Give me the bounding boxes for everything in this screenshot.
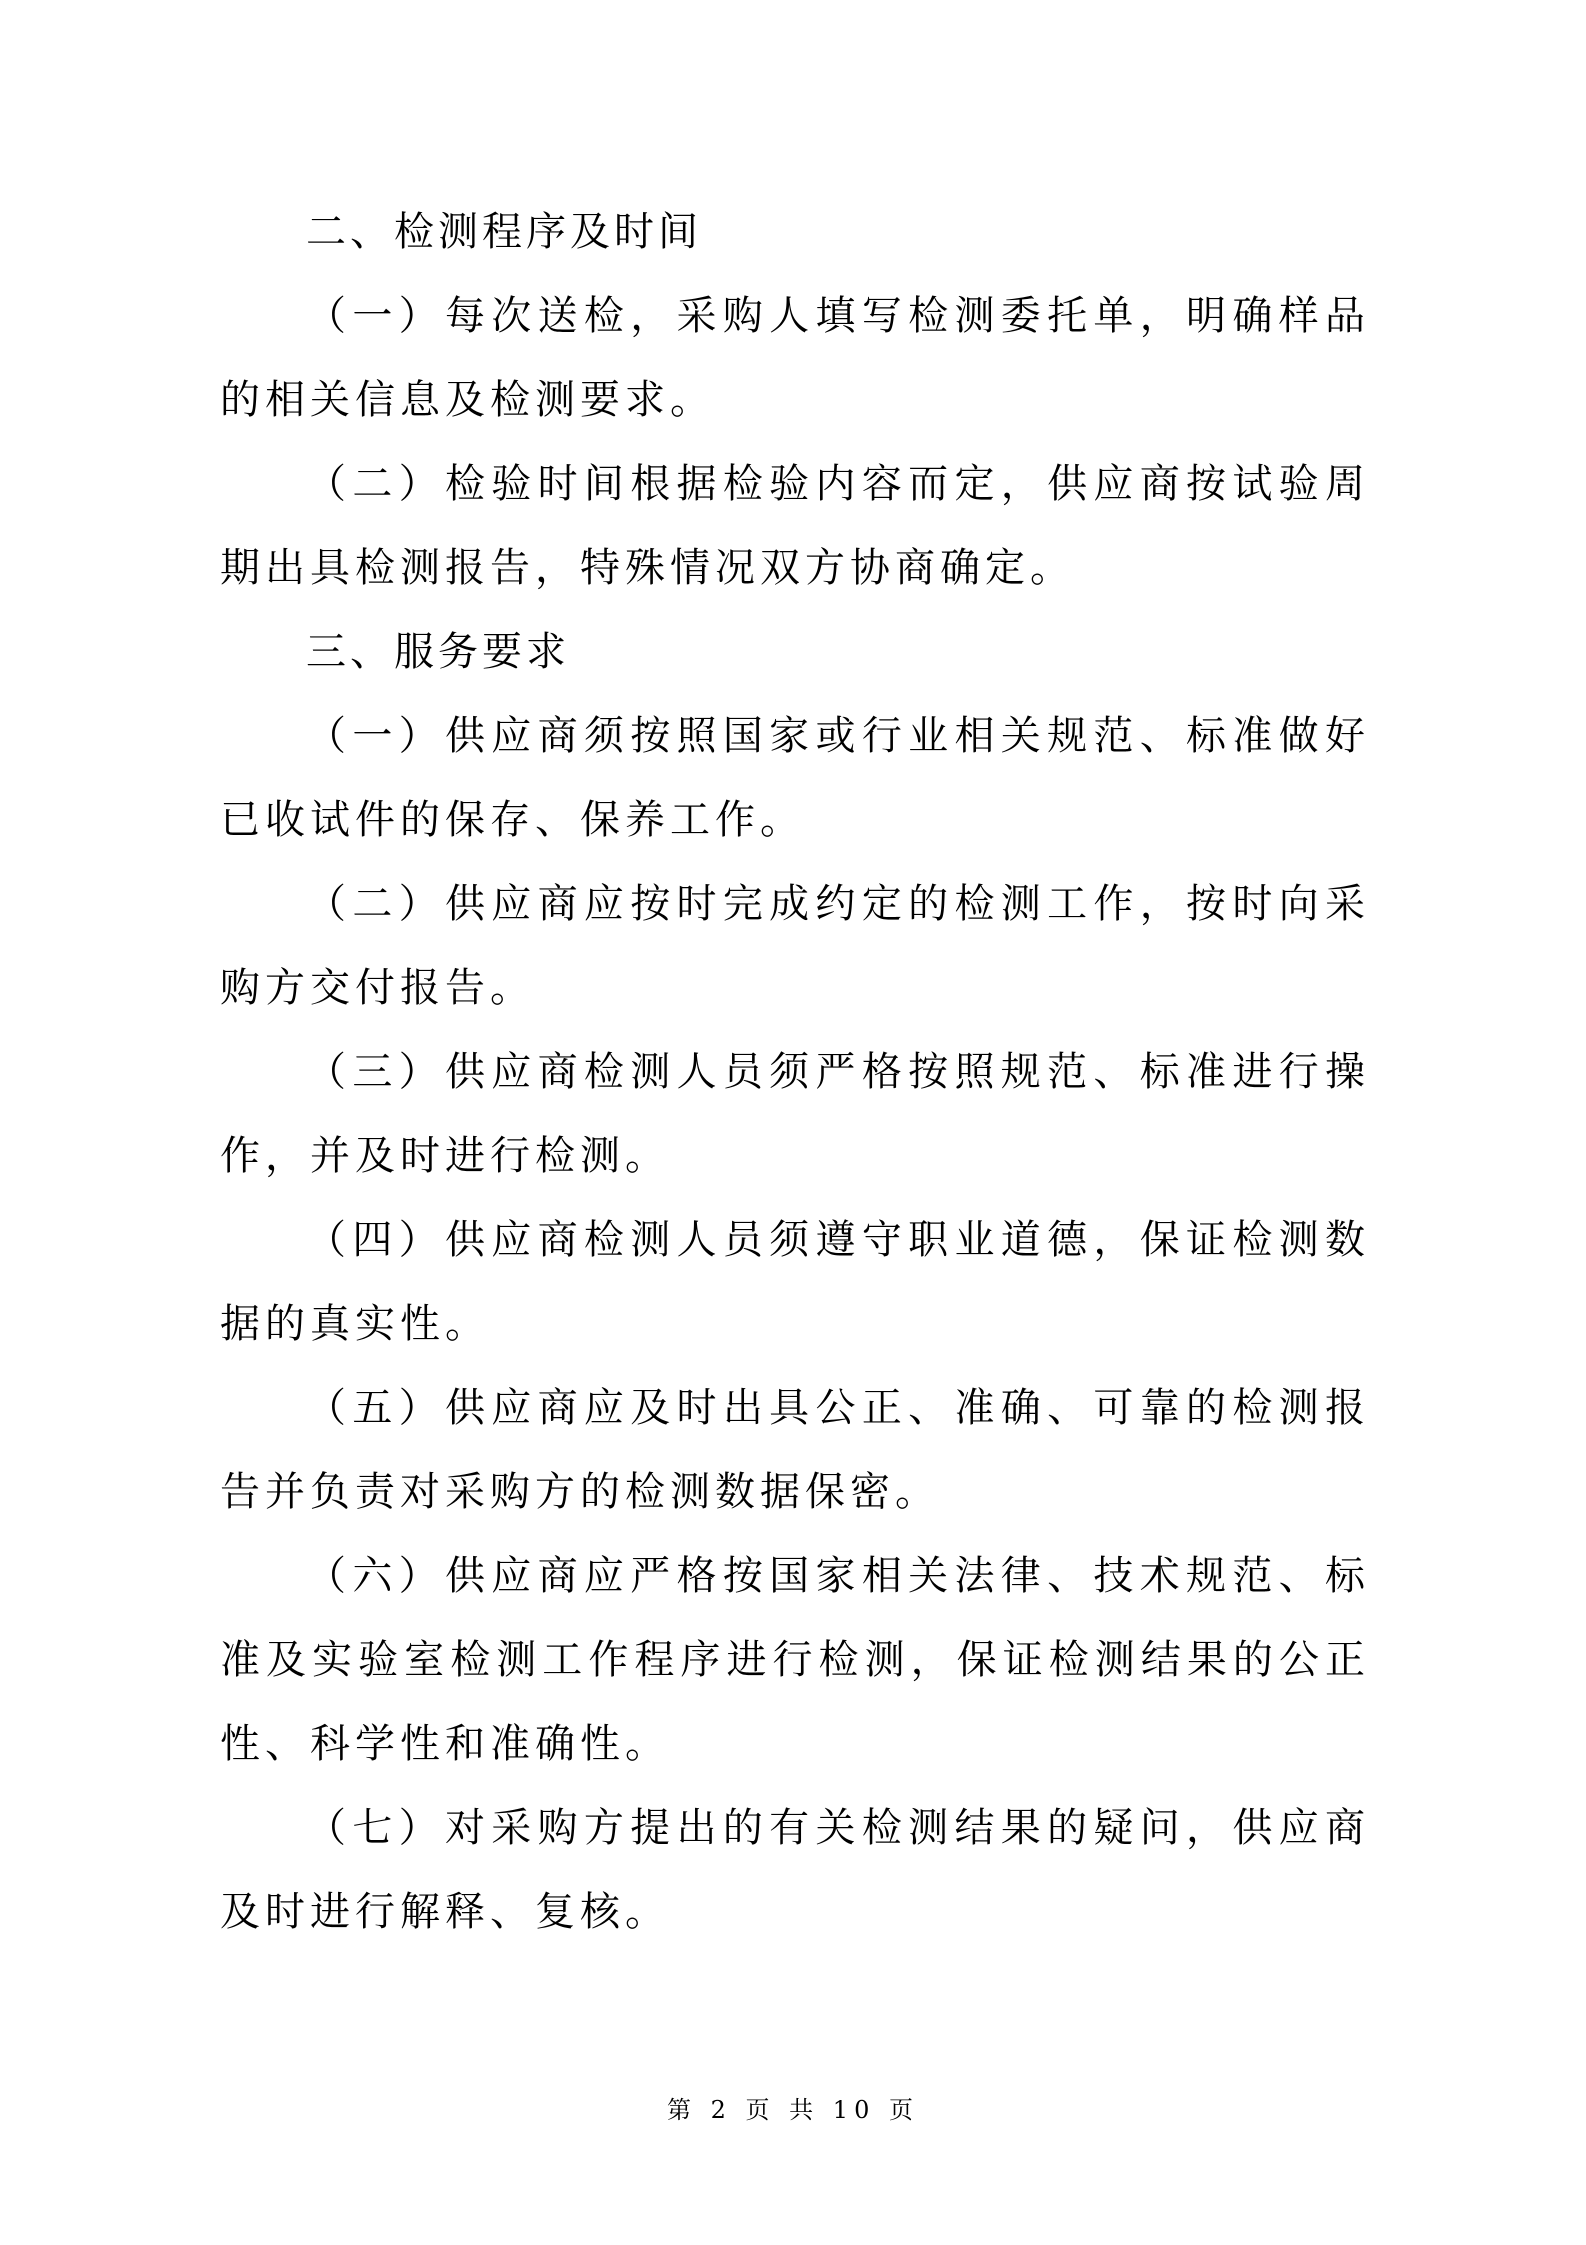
paragraph: （二）供应商应按时完成约定的检测工作，按时向采购方交付报告。 <box>220 881 1370 1011</box>
paragraph: （一）供应商须按照国家或行业相关规范、标准做好已收试件的保存、保养工作。 <box>220 713 1370 843</box>
section-heading-testing-procedure: 二、检测程序及时间 <box>306 209 702 255</box>
paragraph: （三）供应商检测人员须严格按照规范、标准进行操作，并及时进行检测。 <box>220 1049 1370 1179</box>
paragraph: （二）检验时间根据检验内容而定，供应商按试验周期出具检测报告，特殊情况双方协商确定。 <box>220 461 1370 591</box>
page-number-footer: 第 2 页 共 10 页 <box>667 2096 919 2124</box>
paragraph: （一）每次送检，采购人填写检测委托单，明确样品的相关信息及检测要求。 <box>220 293 1370 423</box>
paragraph: （七）对采购方提出的有关检测结果的疑问，供应商及时进行解释、复核。 <box>220 1805 1370 1935</box>
section-heading-service-requirements: 三、服务要求 <box>306 629 570 675</box>
paragraph: （六）供应商应严格按国家相关法律、技术规范、标准及实验室检测工作程序进行检测，保证检测结果的公正性、科学性和准确性。 <box>220 1553 1370 1767</box>
paragraph: （五）供应商应及时出具公正、准确、可靠的检测报告并负责对采购方的检测数据保密。 <box>220 1385 1370 1515</box>
document-body <box>220 190 1370 1954</box>
paragraph: （四）供应商检测人员须遵守职业道德，保证检测数据的真实性。 <box>220 1217 1370 1347</box>
